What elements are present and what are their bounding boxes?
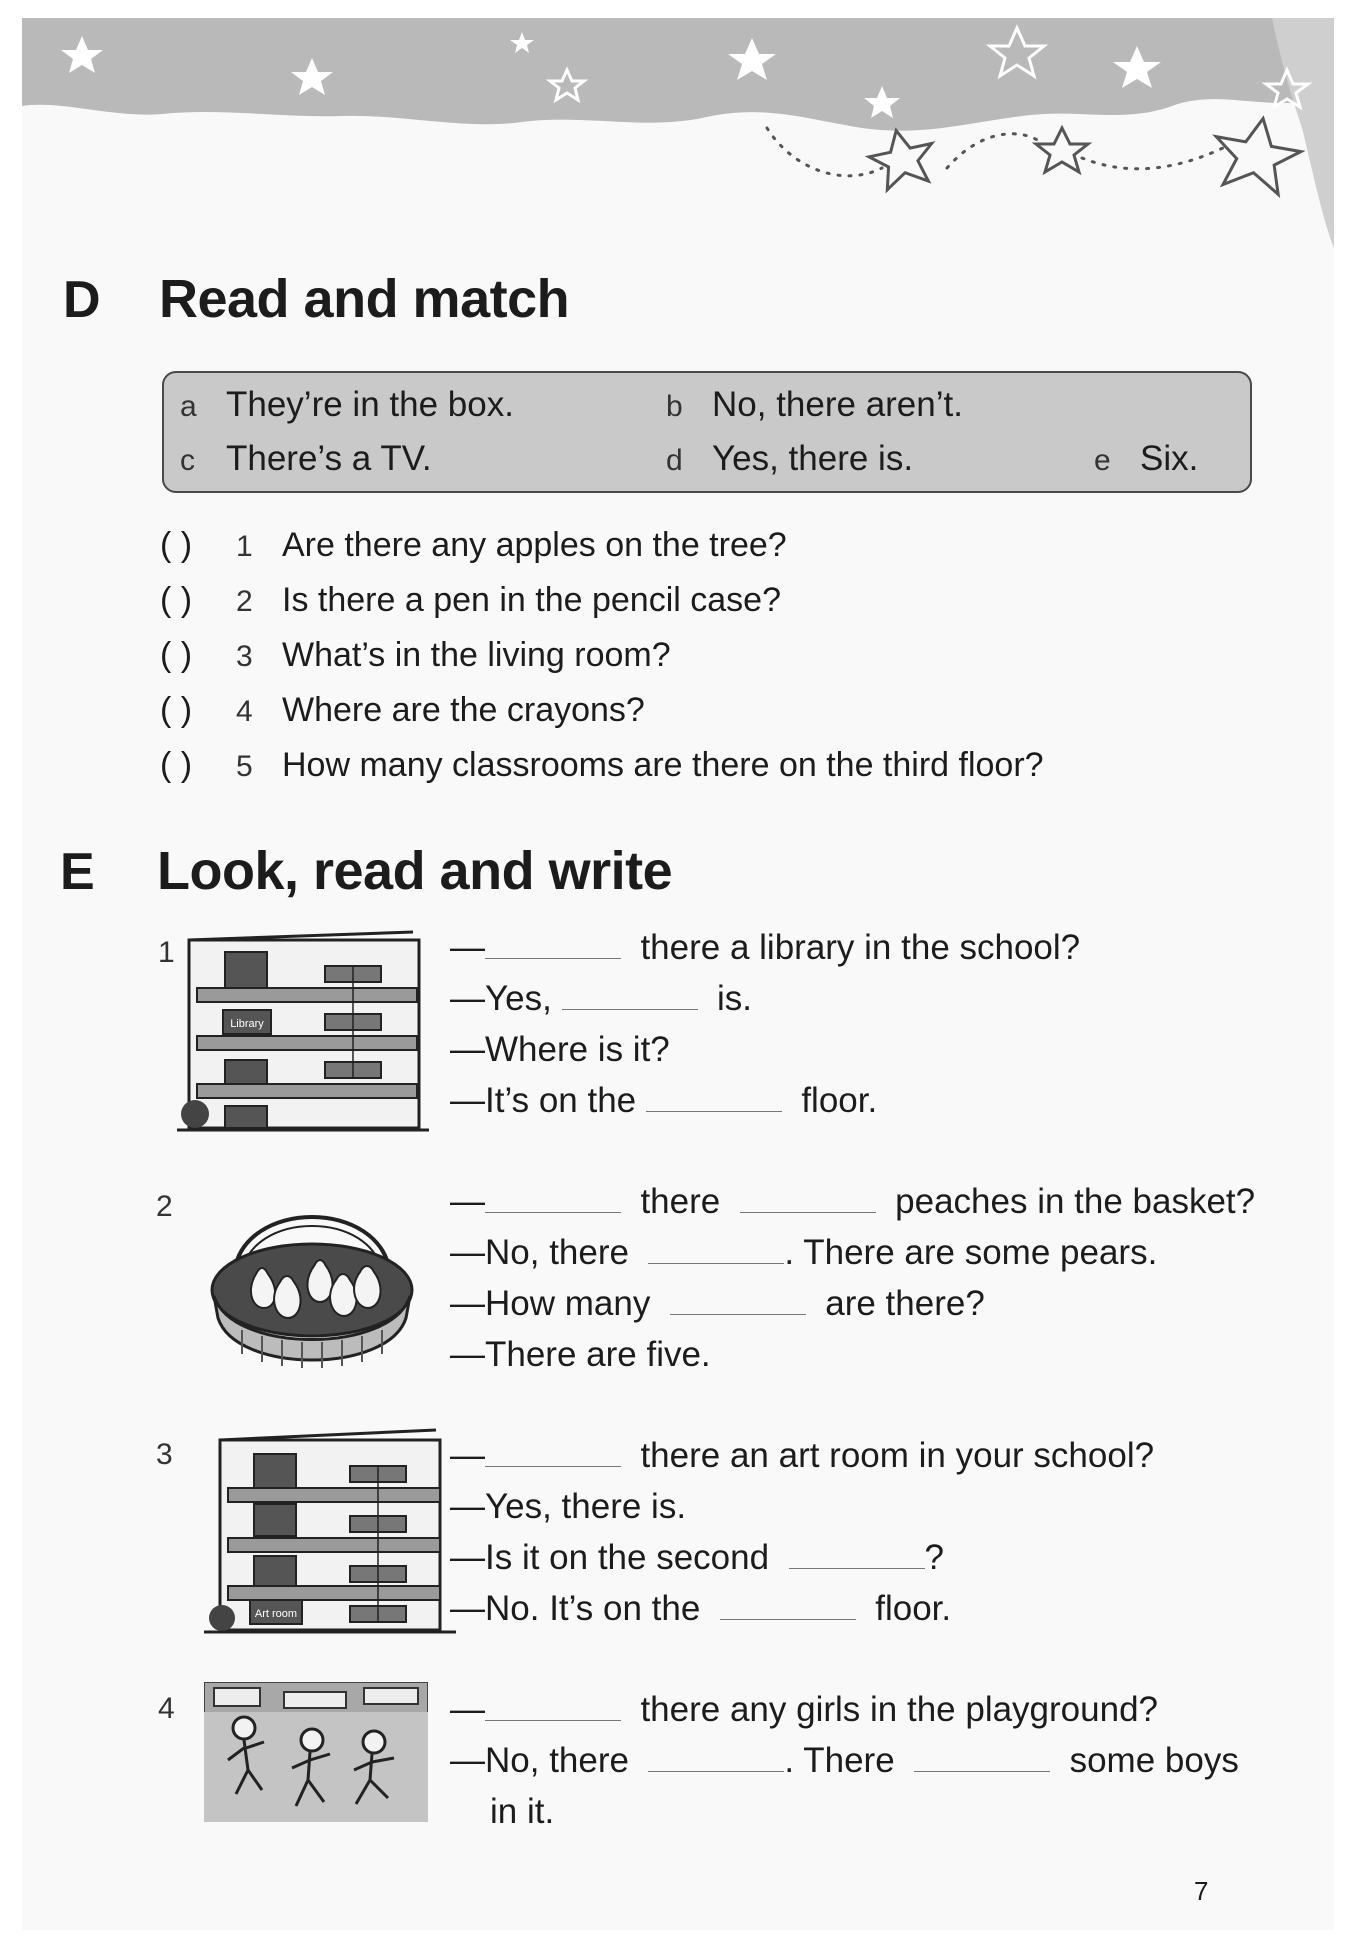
option-a: a They’re in the box.	[180, 385, 514, 424]
pear-basket-image	[202, 1178, 422, 1378]
dialog-line: —It’s on the floor.	[450, 1081, 878, 1120]
answer-blank[interactable]	[648, 1235, 784, 1264]
dialog-line: —No. It’s on the floor.	[450, 1589, 952, 1628]
page-number: 7	[1194, 1876, 1209, 1906]
answer-blank[interactable]	[914, 1743, 1050, 1772]
exercise-number: 2	[156, 1190, 173, 1223]
dialog-line: —No, there . There some boys	[450, 1741, 1239, 1780]
answer-bracket[interactable]: ( )	[160, 526, 193, 564]
dialog-line: in it.	[490, 1792, 555, 1831]
answer-bracket[interactable]: ( )	[160, 691, 193, 729]
dialog-line: — there peaches in the basket?	[450, 1182, 1256, 1221]
playground-boys-image	[204, 1682, 428, 1822]
answer-blank[interactable]	[485, 1438, 621, 1467]
section-e-letter: E	[60, 843, 95, 901]
question-row: ( ) 1 Are there any apples on the tree?	[160, 526, 787, 564]
dialog-line: — there a library in the school?	[450, 928, 1081, 967]
dialog-line: — there an art room in your school?	[450, 1436, 1155, 1475]
answer-blank[interactable]	[485, 1184, 621, 1213]
exercise-number: 4	[158, 1692, 175, 1725]
exercise-number: 3	[156, 1438, 173, 1471]
section-d-title: Read and match	[159, 269, 570, 329]
answer-blank[interactable]	[720, 1591, 856, 1620]
answer-options-box	[162, 371, 1252, 493]
section-e-title: Look, read and write	[157, 841, 673, 901]
answer-blank[interactable]	[789, 1540, 925, 1569]
answer-bracket[interactable]: ( )	[160, 746, 193, 784]
answer-blank[interactable]	[670, 1286, 806, 1315]
library-building-image	[177, 930, 439, 1140]
dialog-line: — there any girls in the playground?	[450, 1690, 1159, 1729]
answer-blank[interactable]	[740, 1184, 876, 1213]
option-e: e Six.	[1094, 439, 1199, 478]
option-d: d Yes, there is.	[666, 439, 914, 478]
answer-bracket[interactable]: ( )	[160, 636, 193, 674]
worksheet-page	[22, 18, 1334, 1930]
question-row: ( ) 2 Is there a pen in the pencil case?	[160, 581, 781, 619]
question-row: ( ) 3 What’s in the living room?	[160, 636, 671, 674]
dialog-line: —How many are there?	[450, 1284, 985, 1323]
star-banner-decoration	[22, 18, 1334, 248]
dialog-line: —Where is it?	[450, 1030, 670, 1069]
question-row: ( ) 4 Where are the crayons?	[160, 691, 645, 729]
library-sign: Library	[230, 1018, 264, 1030]
answer-blank[interactable]	[648, 1743, 784, 1772]
art-room-building-image	[200, 1428, 462, 1643]
answer-blank[interactable]	[485, 930, 621, 959]
dialog-line: —Yes, is.	[450, 979, 753, 1018]
option-c: c There’s a TV.	[180, 439, 432, 478]
answer-blank[interactable]	[646, 1083, 782, 1112]
art-room-sign: Art room	[254, 1608, 298, 1620]
answer-blank[interactable]	[562, 981, 698, 1010]
dialog-line: —No, there . There are some pears.	[450, 1233, 1158, 1272]
section-d-letter: D	[63, 271, 101, 329]
option-b: b No, there aren’t.	[666, 385, 963, 424]
question-row: ( ) 5 How many classrooms are there on the third floor?	[160, 746, 1044, 784]
answer-blank[interactable]	[485, 1692, 621, 1721]
answer-bracket[interactable]: ( )	[160, 581, 193, 619]
dialog-line: —Yes, there is.	[450, 1487, 687, 1526]
dialog-line: —Is it on the second ?	[450, 1538, 944, 1577]
exercise-number: 1	[158, 936, 175, 969]
dialog-line: —There are five.	[450, 1335, 711, 1374]
